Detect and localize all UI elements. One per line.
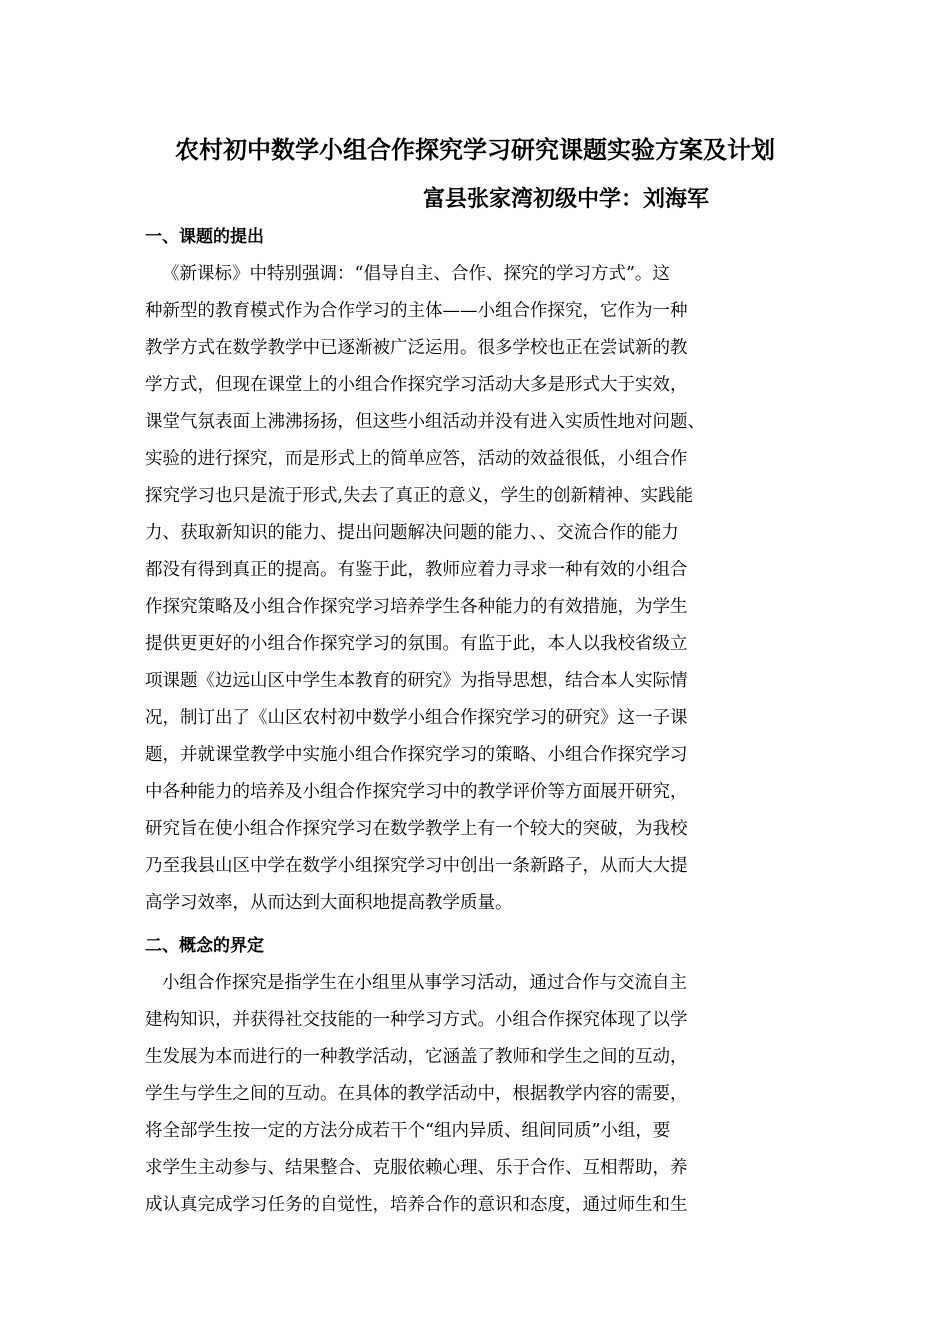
paragraph-line: 生发展为本而进行的一种教学活动，它涵盖了教师和学生之间的互动，: [145, 1047, 688, 1067]
paragraph-line: 作探究策略及小组合作探究学习培养学生各种能力的有效措施，为学生: [145, 597, 688, 617]
paragraph-line: 教学方式在数学教学中已逐渐被广泛运用。很多学校也正在尝试新的教: [145, 338, 688, 358]
paragraph-line: 项课题《边远山区中学生本教育的研究》为指导思想，结合本人实际情: [145, 671, 688, 691]
paragraph-line: 提供更更好的小组合作探究学习的氛围。有监于此，本人以我校省级立: [145, 634, 688, 654]
paragraph-line: 实验的进行探究，而是形式上的简单应答，活动的效益很低，小组合作: [145, 449, 688, 469]
paragraph-line: 求学生主动参与、结果整合、克服依赖心理、乐于合作、互相帮助，养: [145, 1158, 688, 1178]
paragraph-line: 题，并就课堂教学中实施小组合作探究学习的策略、小组合作探究学习: [145, 745, 688, 765]
section-heading-1: 一、课题的提出: [145, 227, 264, 247]
paragraph-line: 学方式，但现在课堂上的小组合作探究学习活动大多是形式大于实效，: [145, 375, 688, 395]
paragraph-line: 建构知识，并获得社交技能的一种学习方式。小组合作探究体现了以学: [145, 1010, 688, 1030]
document-title: 农村初中数学小组合作探究学习研究课题实验方案及计划: [175, 135, 775, 164]
document-author: 富县张家湾初级中学：刘海军: [423, 186, 710, 212]
paragraph-line: 课堂气氛表面上沸沸扬扬，但这些小组活动并没有进入实质性地对问题、: [145, 412, 705, 432]
paragraph-line: 《新课标》中特别强调：“倡导自主、合作、探究的学习方式”。这: [162, 264, 670, 284]
paragraph-line: 探究学习也只是流于形式,失去了真正的意义，学生的创新精神、实践能: [145, 486, 694, 506]
paragraph-line: 中各种能力的培养及小组合作探究学习中的教学评价等方面展开研究，: [145, 782, 688, 802]
paragraph-line: 将全部学生按一定的方法分成若干个“组内异质、组间同质”小组，要: [145, 1121, 671, 1141]
paragraph-line: 小组合作探究是指学生在小组里从事学习活动，通过合作与交流自主: [162, 973, 687, 993]
paragraph-line: 学生与学生之间的互动。在具体的教学活动中，根据教学内容的需要，: [145, 1084, 688, 1104]
paragraph-line: 种新型的教育模式作为合作学习的主体——小组合作探究，它作为一种: [145, 301, 688, 321]
section-body-1: [145, 256, 765, 922]
paragraph-line: 力、获取新知识的能力、提出问题解决问题的能力、、交流合作的能力: [145, 523, 679, 543]
section-body-2: [145, 965, 765, 1224]
paragraph-line: 成认真完成学习任务的自觉性，培养合作的意识和态度，通过师生和生: [145, 1195, 688, 1215]
paragraph-line: 研究旨在使小组合作探究学习在数学教学上有一个较大的突破，为我校: [145, 819, 688, 839]
paragraph-line: 都没有得到真正的提高。有鉴于此，教师应着力寻求一种有效的小组合: [145, 560, 688, 580]
section-heading-2: 二、概念的界定: [145, 936, 264, 956]
paragraph-line: 况，制订出了《山区农村初中数学小组合作探究学习的研究》这一子课: [145, 708, 688, 728]
paragraph-line: 乃至我县山区中学在数学小组探究学习中创出一条新路子，从而大大提: [145, 856, 688, 876]
paragraph-line: 高学习效率，从而达到大面积地提高教学质量。: [145, 893, 513, 913]
